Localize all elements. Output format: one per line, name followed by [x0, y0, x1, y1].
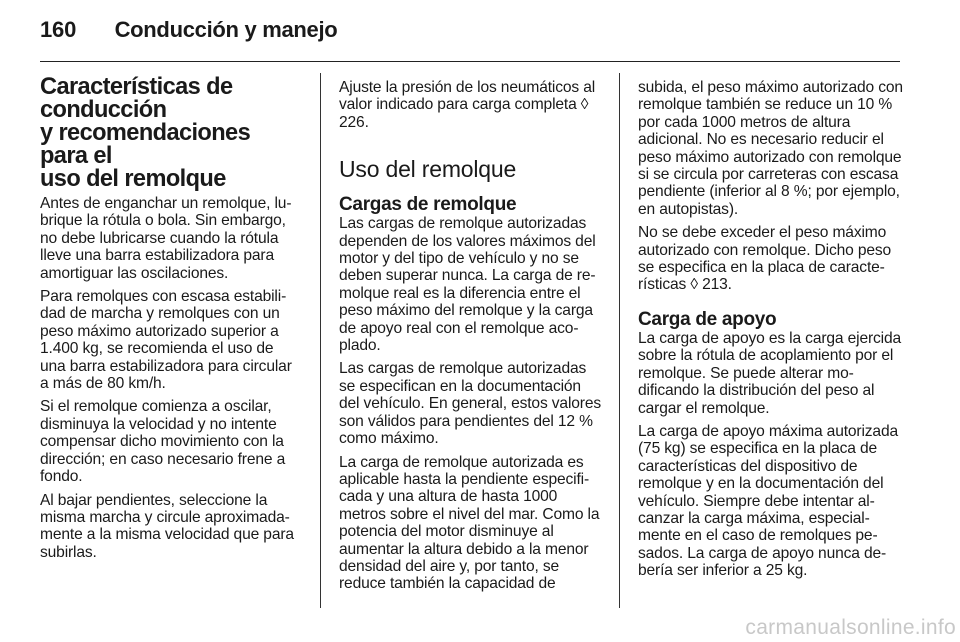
section-heading: Características de conducción y recomendaciones para el uso del remolque: [40, 74, 251, 192]
paragraph: La carga de remolque autorizada es aplicable hasta la pendiente especificada y una altura de hasta 1000 metros sobre el nivel del mar. Como la potencia del motor disminuye al aumentar la altura debido a la menor densidad del aire y, por tanto, se reduce también la capacidad de: [339, 453, 600, 593]
page-reference-link[interactable]: ◊ 226.: [339, 96, 589, 131]
paragraph: No se debe exceder el peso máximo autorizado con remolque. Dicho peso se especifica en la placa de características ◊ 213.: [638, 224, 892, 294]
header-rule: [40, 61, 900, 62]
paragraph: La carga de apoyo es la carga ejercida sobre la rótula de acoplamiento por el remolque. Se puede alterar modificando la distribución del peso al cargar el remolque.: [638, 329, 902, 417]
paragraph: subida, el peso máximo autorizado con remolque también se reduce un 10 % por cada 1000 metros de altura adicional. No es necesario reducir el peso máximo autorizado con remolque si se circula por carreteras con escasa pendiente (inferior al 8 %; por ejemplo, en autopistas).: [638, 79, 903, 218]
section-title: Conducción y manejo: [114, 17, 338, 42]
paragraph: Antes de enganchar un remolque, lubrique la rótula o bola. Sin embargo, no debe lubricarse cuando la rótula lleve una barra estabilizadora para amortiguar las oscilaciones.: [40, 195, 292, 282]
chapter-heading: Uso del remolque: [339, 156, 517, 183]
paragraph: Para remolques con escasa estabilidad de marcha y remolques con un peso máximo autorizado superior a 1.400 kg, se recomienda el uso de una barra estabilizadora para circular a más de 80 km/h.: [40, 288, 292, 393]
subsection-heading: Cargas de remolque: [339, 194, 517, 216]
page-header: [40, 17, 337, 47]
paragraph: Al bajar pendientes, seleccione la misma marcha y circule aproximadamente a la misma velocidad que para subirlas.: [40, 491, 294, 561]
column-3: [638, 79, 904, 586]
subsection-heading: Carga de apoyo: [638, 308, 777, 330]
column-divider: [619, 73, 620, 608]
paragraph: Si el remolque comienza a oscilar, disminuya la velocidad y no intente compensar dicho movimiento con la dirección; en caso necesario frene a fondo.: [40, 398, 286, 486]
page-reference-link[interactable]: ◊ 213.: [690, 276, 732, 294]
footer-watermark: carmanualsonline.info: [745, 616, 956, 639]
paragraph: Las cargas de remolque autorizadas dependen de los valores máximos del motor y del tipo de vehículo y no se deben superar nunca. La carga de remolque real es la diferencia entre el peso máximo del remolque y la carga de apoyo real con el remolque acoplado.: [339, 215, 596, 355]
column-divider: [320, 73, 321, 608]
paragraph: La carga de apoyo máxima autorizada (75 kg) se especifica en la placa de características del dispositivo de remolque y en la documentación del vehículo. Siempre debe intentar alcanzar la carga máxima, especialmente en el caso de remolques pesados. La carga de apoyo nunca debería ser inferior a 25 kg.: [638, 422, 899, 580]
paragraph: Las cargas de remolque autorizadas se especifican en la documentación del vehículo. En general, estos valores son válidos para pendientes del 12 % como máximo.: [339, 360, 602, 448]
paragraph: Ajuste la presión de los neumáticos al valor indicado para carga completa ◊ 226.: [339, 79, 596, 131]
column-1: [40, 76, 302, 567]
page-number: 160: [40, 17, 77, 42]
column-2: [339, 79, 601, 599]
